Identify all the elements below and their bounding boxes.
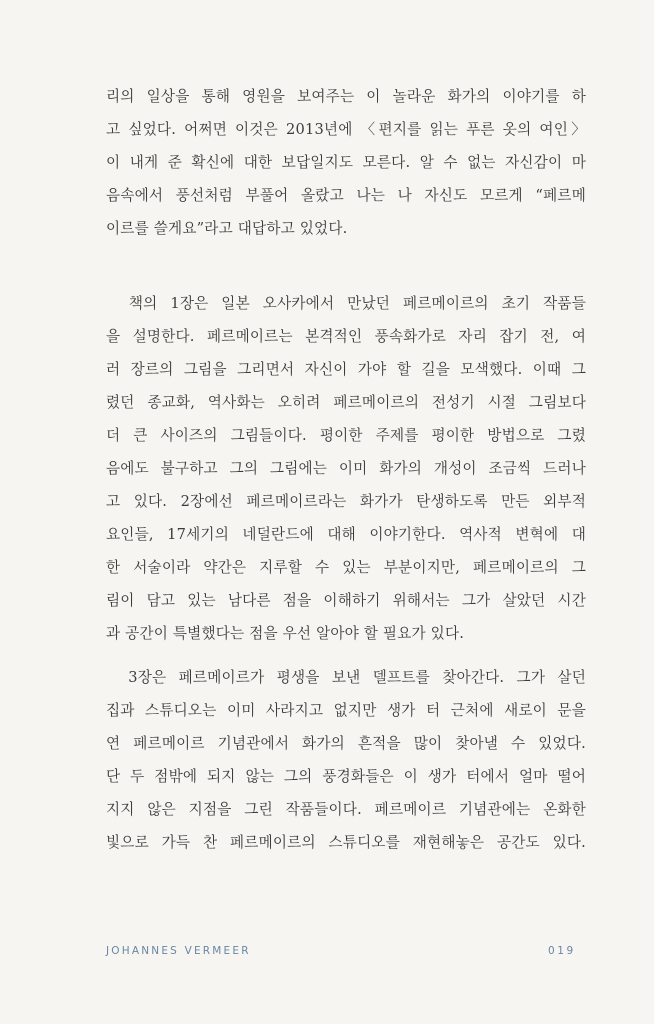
text-line: 연 페르메이르 기념관에서 화가의 흔적을 많이 찾아낼 수 있었다. xyxy=(106,735,586,752)
text-line: 이 내게 준 확신에 대한 보답일지도 모른다. 알 수 없는 자신감이 마 xyxy=(106,154,586,171)
text-line: 지지 않은 지점을 그린 작품들이다. 페르메이르 기념관에는 온화한 xyxy=(106,801,586,818)
text-line: 과 공간이 특별했다는 점을 우선 알아야 할 필요가 있다. xyxy=(106,625,465,642)
text-line: 빛으로 가득 찬 페르메이르의 스튜디오를 재현해놓은 공간도 있다. xyxy=(106,834,586,851)
text-line: 림이 담고 있는 남다른 점을 이해하기 위해서는 그가 살았던 시간 xyxy=(106,592,586,609)
text-line: 리의 일상을 통해 영원을 보여주는 이 놀라운 화가의 이야기를 하 xyxy=(106,88,586,105)
text-line: 책의 1장은 일본 오사카에서 만났던 페르메이르의 초기 작품들 xyxy=(106,295,586,312)
text-line: 3장은 페르메이르가 평생을 보낸 델프트를 찾아간다. 그가 살던 xyxy=(106,669,586,686)
text-line: 요인들, 17세기의 네덜란드에 대해 이야기한다. 역사적 변혁에 대 xyxy=(106,526,586,543)
text-line: 음에도 불구하고 그의 그림에는 이미 화가의 개성이 조금씩 드러나 xyxy=(106,460,586,477)
text-line: 이르를 쓸게요”라고 대답하고 있었다. xyxy=(106,220,348,237)
paragraph-3 xyxy=(106,661,586,859)
text-line: 러 장르의 그림을 그리면서 자신이 가야 할 길을 모색했다. 이때 그 xyxy=(106,361,586,378)
paragraph-2 xyxy=(106,287,586,650)
text-line: 더 큰 사이즈의 그림들이다. 평이한 주제를 평이한 방법으로 그렸 xyxy=(106,427,586,444)
text-line: 렸던 종교화, 역사화는 오히려 페르메이르의 전성기 시절 그림보다 xyxy=(106,394,586,411)
text-line: 집과 스튜디오는 이미 사라지고 없지만 생가 터 근처에 새로이 문을 xyxy=(106,702,586,719)
text-line: 음속에서 풍선처럼 부풀어 올랐고 나는 나 자신도 모르게 “페르메 xyxy=(106,187,586,204)
text-line: 을 설명한다. 페르메이르는 본격적인 풍속화가로 자리 잡기 전, 여 xyxy=(106,328,586,345)
text-line: 단 두 점밖에 되지 않는 그의 풍경화들은 이 생가 터에서 얼마 떨어 xyxy=(106,768,586,785)
running-footer-title: JOHANNES VERMEER xyxy=(106,945,251,957)
text-line: 고 싶었다. 어쩌면 이것은 2013년에 〈편지를 읽는 푸른 옷의 여인〉 xyxy=(106,121,586,138)
text-line: 한 서술이라 약간은 지루할 수 있는 부분이지만, 페르메이르의 그 xyxy=(106,559,586,576)
paragraph-1 xyxy=(106,80,586,245)
text-line: 고 있다. 2장에선 페르메이르라는 화가가 탄생하도록 만든 외부적 xyxy=(106,493,586,510)
page-number: 019 xyxy=(548,945,576,957)
